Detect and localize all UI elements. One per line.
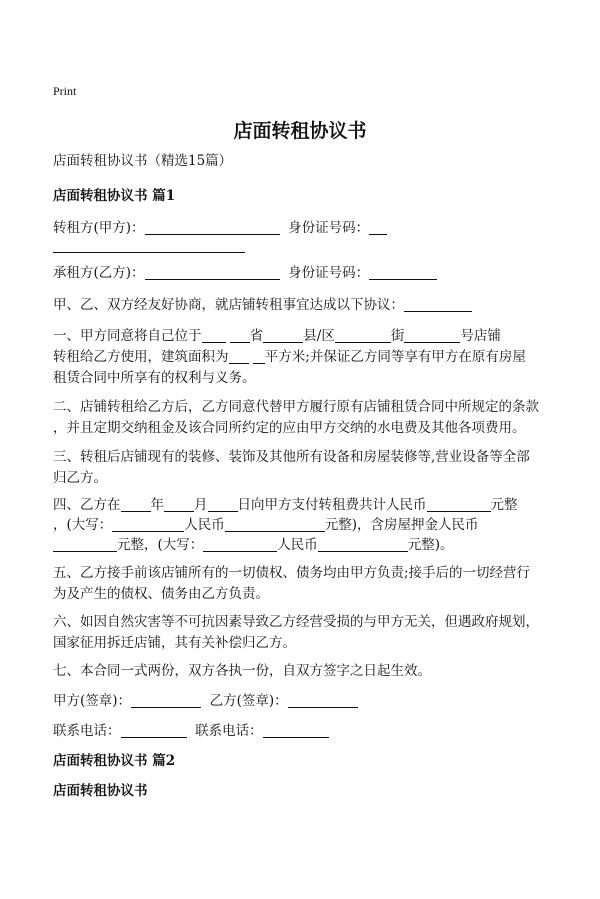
- county-blank: [263, 328, 303, 343]
- clause-1-text-c: 县/区: [303, 328, 335, 344]
- section-heading-2: 店面转租协议书 篇2: [53, 753, 176, 769]
- clause-1-text-area-b: 平方米;并保证乙方同等享有甲方在原有房屋: [264, 349, 526, 365]
- intro-line: [53, 294, 583, 316]
- clause-4-text-l3b: 人民币: [277, 537, 318, 553]
- clause-1-line-2: [53, 346, 583, 368]
- id-blank-cont: [53, 238, 245, 253]
- clause-1-text-area: 转租给乙方使用，建筑面积为: [53, 349, 229, 365]
- area-blank: [229, 349, 249, 364]
- province-blank-2: [230, 328, 250, 343]
- clause-1-line-3: 租赁合同中所享有的权利与义务。: [53, 370, 256, 386]
- signature-line: [53, 690, 583, 712]
- party-a-phone-blank: [121, 723, 187, 738]
- clause-7: 七、本合同一式两份，双方各执一份，自双方签字之日起生效。: [53, 663, 431, 679]
- clause-4-text-e: 元整: [490, 497, 518, 513]
- deposit-blank: [53, 537, 117, 552]
- clause-4-text-d: 日向甲方支付转租费共计人民币: [237, 497, 427, 513]
- party-b-phone-label: 联系电话：: [195, 723, 263, 739]
- transferor-line-cont: [53, 235, 583, 257]
- id-label: 身份证号码：: [288, 220, 370, 236]
- clause-1-text-a: 一、甲方同意将自己位于: [53, 328, 202, 344]
- transferor-label: 转租方(甲方)：: [53, 220, 145, 236]
- tenant-line: [53, 262, 583, 284]
- clause-4-text-l3a: 元整，(大写：: [117, 537, 204, 553]
- deposit-words-blank: [203, 537, 277, 552]
- section-2-subheading: 店面转租协议书: [53, 783, 148, 799]
- fee-words-blank-2: [225, 517, 325, 532]
- id-blank: [369, 220, 387, 235]
- clause-1-text-b: 省: [249, 328, 264, 344]
- year-blank: [121, 497, 151, 512]
- intro-blank: [404, 297, 472, 312]
- day-blank: [208, 497, 238, 512]
- tenant-id-blank: [369, 265, 437, 280]
- clause-3-line-2: 归乙方。: [53, 470, 107, 486]
- tenant-label: 承租方(乙方)：: [53, 265, 145, 281]
- clause-6-line-2: 国家征用拆迁店铺，其有关补偿归乙方。: [53, 635, 296, 651]
- clause-2-line-2: ，并且定期交纳租金及该合同所约定的应由甲方交纳的水电费及其他各项费用。: [53, 420, 526, 436]
- clause-4-text-l2a: ，(大写：: [53, 517, 113, 533]
- clause-4-line-3: [53, 534, 583, 556]
- province-blank: [202, 328, 226, 343]
- clause-1-line-1: [53, 325, 583, 347]
- deposit-words-blank-2: [318, 537, 408, 552]
- tenant-id-label: 身份证号码：: [288, 265, 370, 281]
- party-a-phone-label: 联系电话：: [53, 723, 121, 739]
- clause-5-line-1: 五、乙方接手前该店铺所有的一切债权、债务均由甲方负责;接手后的一切经营行: [53, 565, 531, 581]
- tenant-blank: [145, 265, 280, 280]
- section-heading-1: 店面转租协议书 篇1: [53, 188, 176, 204]
- month-blank: [164, 497, 194, 512]
- document-title: 店面转租协议书: [233, 120, 367, 142]
- party-b-signature-label: 乙方(签章)：: [209, 693, 288, 709]
- area-blank-2: [253, 349, 265, 364]
- clause-4-text-b: 年: [150, 497, 164, 513]
- fee-words-blank: [112, 517, 184, 532]
- clause-4-text-l3c: 元整)。: [407, 537, 454, 553]
- party-b-phone-blank: [263, 723, 329, 738]
- party-a-signature-label: 甲方(签章)：: [53, 693, 132, 709]
- print-link[interactable]: Print: [53, 84, 77, 98]
- clause-6-line-1: 六、如因自然灾害等不可抗因素导致乙方经营受损的与甲方无关，但遇政府规划，: [53, 614, 539, 630]
- clause-5-line-2: 为及产生的债权、债务由乙方负责。: [53, 586, 269, 602]
- clause-3-line-1: 三、转租后店铺现有的装修、装饰及其他所有设备和房屋装修等,营业设备等全部: [53, 449, 530, 465]
- party-a-signature-blank: [131, 693, 201, 708]
- document-subtitle: 店面转租协议书（精选15篇）: [53, 153, 233, 169]
- clause-4-line-1: [53, 494, 583, 516]
- clause-4-line-2: [53, 514, 583, 536]
- clause-4-text-l2b: 人民币: [184, 517, 225, 533]
- intro-text: 甲、乙、双方经友好协商，就店铺转租事宜达成以下协议：: [53, 297, 404, 313]
- clause-2-line-1: 二、店铺转租给乙方后，乙方同意代替甲方履行原有店铺租赁合同中所规定的条款: [53, 399, 539, 415]
- clause-4-text-a: 四、乙方在: [53, 497, 121, 513]
- clause-1-text-e: 号店铺: [460, 328, 501, 344]
- clause-4-text-c: 月: [194, 497, 208, 513]
- street-blank: [335, 328, 391, 343]
- fee-blank: [427, 497, 491, 512]
- party-b-signature-blank: [288, 693, 358, 708]
- clause-1-text-d: 街: [390, 328, 405, 344]
- phone-line: [53, 720, 583, 742]
- clause-4-text-l2c: 元整)，含房屋押金人民币: [324, 517, 479, 533]
- number-blank: [404, 328, 460, 343]
- transferor-blank: [145, 220, 280, 235]
